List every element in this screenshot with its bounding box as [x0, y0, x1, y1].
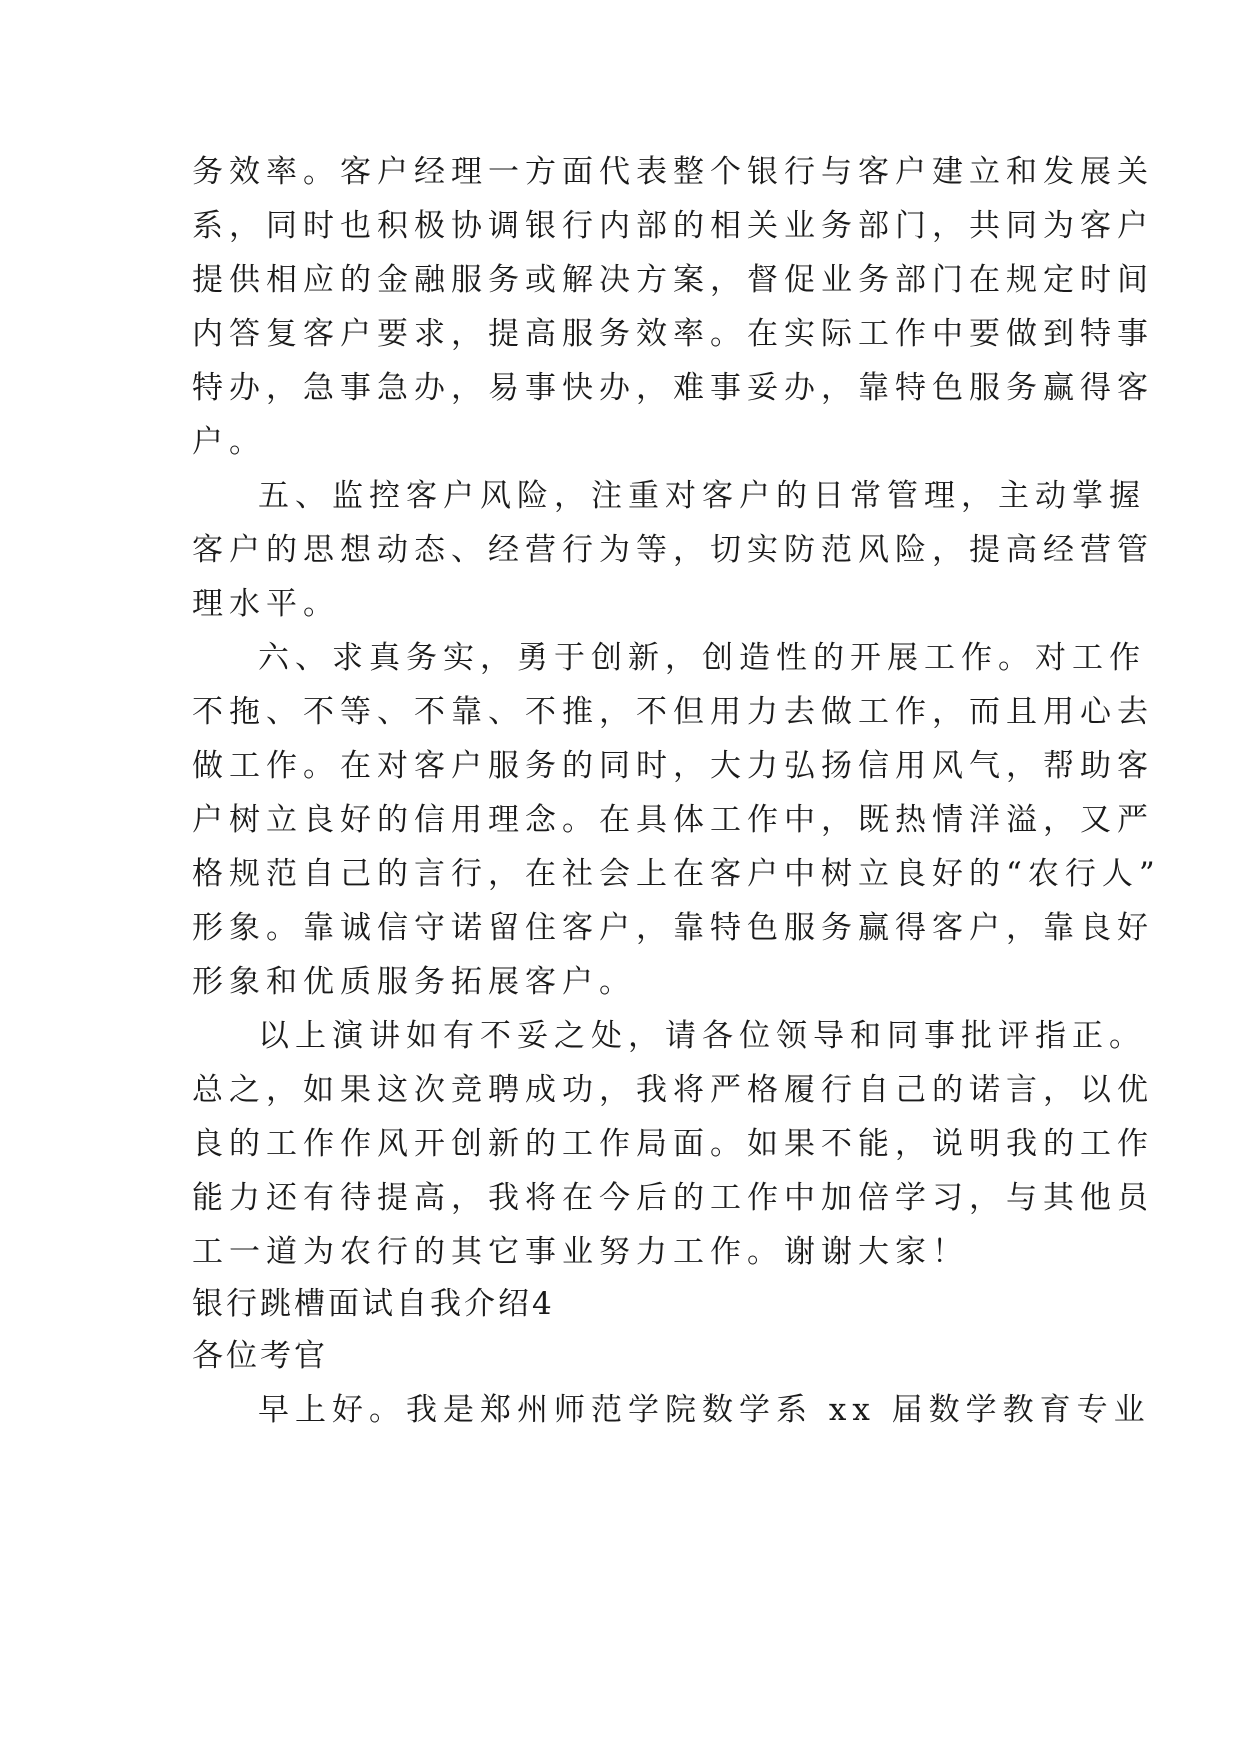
text-line: 总之，如果这次竞聘成功，我将严格履行自己的诺言，以优	[192, 1072, 1154, 1108]
text-line: 不拖、不等、不靠、不推，不但用力去做工作，而且用心去	[192, 694, 1154, 730]
text-line: 客户的思想动态、经营行为等，切实防范风险，提高经营管	[192, 532, 1154, 568]
text-line: 格规范自己的言行，在社会上在客户中树立良好的“农行人”	[192, 856, 1161, 892]
paragraph-six-start: 六、求真务实，勇于创新，创造性的开展工作。对工作	[258, 640, 1146, 676]
text-line: 良的工作作风开创新的工作局面。如果不能，说明我的工作	[192, 1126, 1154, 1162]
text-line: 工一道为农行的其它事业努力工作。谢谢大家！	[192, 1234, 969, 1270]
text-line: 形象和优质服务拓展客户。	[192, 964, 636, 1000]
text-line: 户。	[192, 424, 266, 460]
intro-paragraph-start: 早上好。我是郑州师范学院数学系 xx 届数学教育专业	[258, 1392, 1151, 1428]
text-line: 务效率。客户经理一方面代表整个银行与客户建立和发展关	[192, 154, 1154, 190]
text-line: 户树立良好的信用理念。在具体工作中，既热情洋溢，又严	[192, 802, 1154, 838]
text-line: 系，同时也积极协调银行内部的相关业务部门，共同为客户	[192, 208, 1154, 244]
text-line: 理水平。	[192, 586, 340, 622]
salutation: 各位考官	[192, 1338, 328, 1374]
text-line: 提供相应的金融服务或解决方案，督促业务部门在规定时间	[192, 262, 1154, 298]
text-line: 能力还有待提高，我将在今后的工作中加倍学习，与其他员	[192, 1180, 1154, 1216]
text-line: 做工作。在对客户服务的同时，大力弘扬信用风气，帮助客	[192, 748, 1154, 784]
text-line: 特办，急事急办，易事快办，难事妥办，靠特色服务赢得客	[192, 370, 1154, 406]
section-title: 银行跳槽面试自我介绍4	[192, 1286, 555, 1322]
text-line: 内答复客户要求，提高服务效率。在实际工作中要做到特事	[192, 316, 1154, 352]
closing-paragraph-start: 以上演讲如有不妥之处，请各位领导和同事批评指正。	[258, 1018, 1146, 1054]
paragraph-five-start: 五、监控客户风险，注重对客户的日常管理，主动掌握	[258, 478, 1146, 514]
text-line: 形象。靠诚信守诺留住客户，靠特色服务赢得客户，靠良好	[192, 910, 1154, 946]
